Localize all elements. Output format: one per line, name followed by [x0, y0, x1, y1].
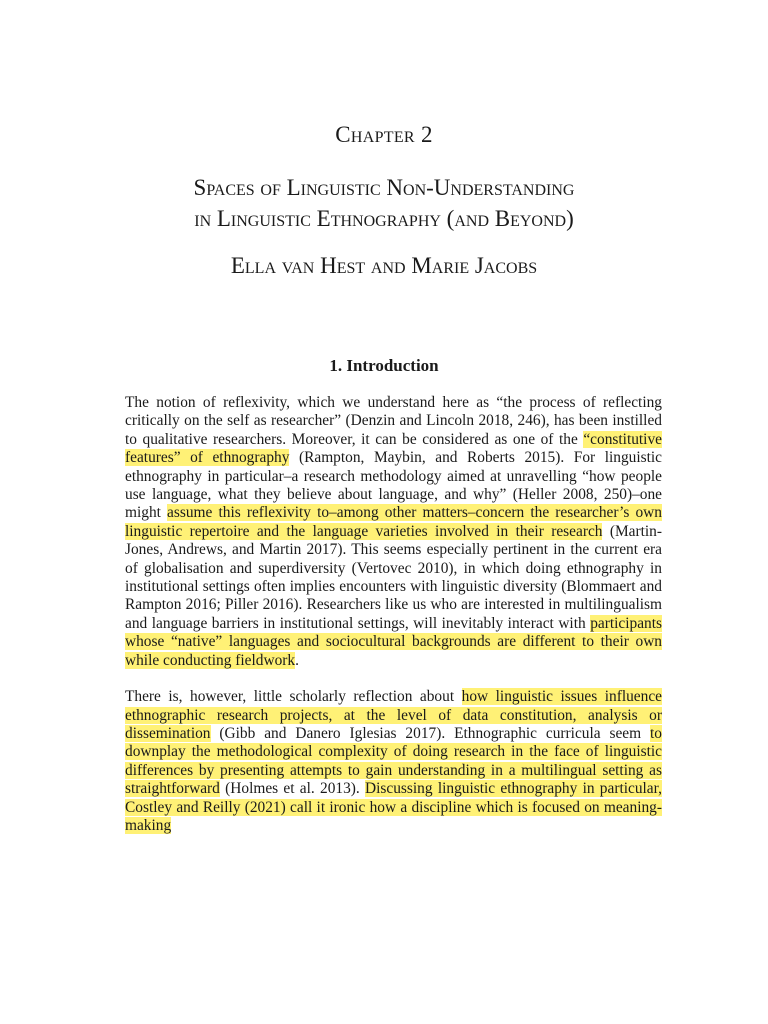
- highlighted-text: “constitutive features” of ethnography: [125, 430, 662, 467]
- chapter-title-line-1: Spaces of Linguistic Non-Understanding: [193, 175, 575, 200]
- highlighted-text: to downplay the methodological complexity of doing research in the face of linguistic differences by presenting attempts to gain understanding in a multilingual setting as straightforward: [125, 724, 662, 798]
- paragraph-1: [125, 394, 662, 670]
- text-run: (Martin-Jones, Andrews, and Martin 2017). This seems especially pertinent in the current era of globalisation and superdiversity (Vertovec 2010), in which doing ethnography in institutional settings often implies encounters with linguistic diversity (Blommaert and Rampton 2016; Piller 2016). Researchers like us who are interested in multilingualism and language barriers in institutional settings, will inevitably interact with: [125, 522, 662, 632]
- text-run: (Rampton, Maybin, and Roberts 2015). For linguistic ethnography in particular–a research methodology aimed at unravelling “how people use language, what they believe about language, and why” (Heller 2008, 250)–one might: [125, 449, 662, 522]
- body-text: [125, 394, 662, 835]
- highlighted-text: participants whose “native” languages and sociocultural backgrounds are different to their own while conducting fieldwork: [125, 614, 662, 669]
- highlighted-text: assume this reflexivity to–among other matters–concern the researcher’s own linguistic repertoire and the language varieties involved in their research: [125, 504, 662, 540]
- highlighted-text: how linguistic issues influence ethnographic research projects, at the level of data constitution, analysis or dissemination: [125, 688, 662, 742]
- paragraph-2: [125, 688, 662, 835]
- text-run: The notion of reflexivity, which we understand here as “the process of reflecting critically on the self as researcher” (Denzin and Lincoln 2018, 246), has been instilled to qualitative researchers. Moreover, it can be considered as one of the: [125, 394, 662, 448]
- section-heading: 1. Introduction: [329, 356, 439, 375]
- text-run: (Holmes et al. 2013).: [219, 780, 366, 798]
- chapter-title-line-2: in Linguistic Ethnography (and Beyond): [194, 206, 574, 231]
- chapter-title: [0, 172, 768, 234]
- text-run: .: [295, 651, 299, 669]
- authors: Ella van Hest and Marie Jacobs: [230, 253, 538, 278]
- text-run: (Gibb and Danero Iglesias 2017). Ethnographic curricula seem: [210, 724, 651, 742]
- highlighted-text: Discussing linguistic ethnography in particular, Costley and Reilly (2021) call it ironic how a discipline which is focused on meaning-making: [125, 780, 662, 834]
- text-run: There is, however, little scholarly reflection about: [125, 688, 462, 706]
- chapter-label: Chapter 2: [335, 122, 433, 147]
